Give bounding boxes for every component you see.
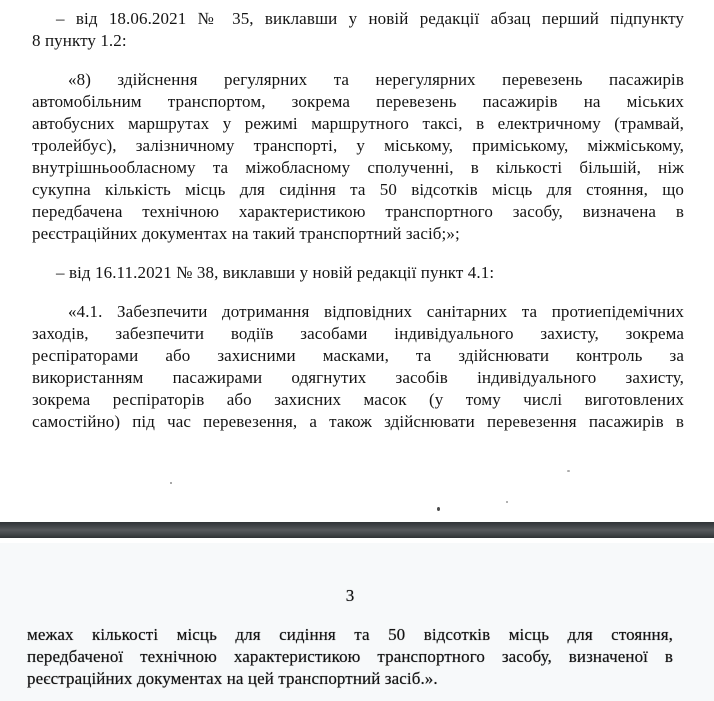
text-line: автобусних маршрутах у режимі маршрутного таксі, в електричному (трамвай,	[32, 114, 684, 133]
text-line: зокрема респіраторів або захисних масок (у тому числі виготовлених	[32, 390, 684, 409]
text-line: – від 16.11.2021 № 38, виклавши у новій редакції пункт 4.1:	[56, 263, 495, 282]
text-line: сукупна кількість місць для сидіння та 50 відсотків місць для стояння, що	[32, 180, 684, 199]
text-line: тролейбус), залізничному транспорті, у міському, приміському, міжміському,	[32, 136, 684, 155]
text-line: «8) здійснення регулярних та нерегулярних перевезень пасажирів	[68, 70, 684, 89]
scan-speck	[170, 482, 172, 484]
text-line: передбаченої технічною характеристикою транспортного засобу, визначеної в	[27, 647, 673, 666]
paragraph	[27, 624, 673, 690]
paragraph	[32, 8, 684, 52]
text-line: респіраторами або захисними масками, та здійснювати контроль за	[32, 346, 684, 365]
page-number: 3	[345, 586, 355, 605]
document-page-2	[0, 543, 714, 701]
text-line: самостійно) під час перевезення, а також здійснювати перевезення пасажирів в	[32, 412, 684, 431]
text-line: «4.1. Забезпечити дотримання відповідних санітарних та протиепідемічних	[68, 302, 684, 321]
text-line: межах кількості місць для сидіння та 50 відсотків місць для стояння,	[27, 625, 673, 644]
scan-speck	[506, 501, 508, 503]
text-line: реєстраційних документах на цей транспортний засіб.».	[27, 669, 438, 688]
text-line: внутрішньообласному та міжобласному сполученні, в кількості більшій, ніж	[32, 158, 684, 177]
paragraph	[32, 262, 684, 284]
paragraph	[32, 69, 684, 245]
text-line: використанням пасажирами одягнутих засобів індивідуального захисту,	[32, 368, 684, 387]
scan-speck	[567, 470, 570, 472]
scan-speck	[437, 507, 440, 511]
text-line: передбачена технічною характеристикою транспортного засобу, визначена в	[32, 202, 684, 221]
text-line: – від 18.06.2021 № 35, виклавши у новій редакції абзац перший підпункту	[56, 9, 684, 28]
text-line: заходів, забезпечити водіїв засобами індивідуального захисту, зокрема	[32, 324, 684, 343]
paragraph	[32, 301, 684, 433]
page-separator-bar	[0, 522, 714, 538]
text-line: реєстраційних документах на такий транспортний засіб;»;	[32, 224, 460, 243]
text-line: автомобільним транспортом, зокрема перевезень пасажирів на міських	[32, 92, 684, 111]
text-line: 8 пункту 1.2:	[32, 31, 127, 50]
